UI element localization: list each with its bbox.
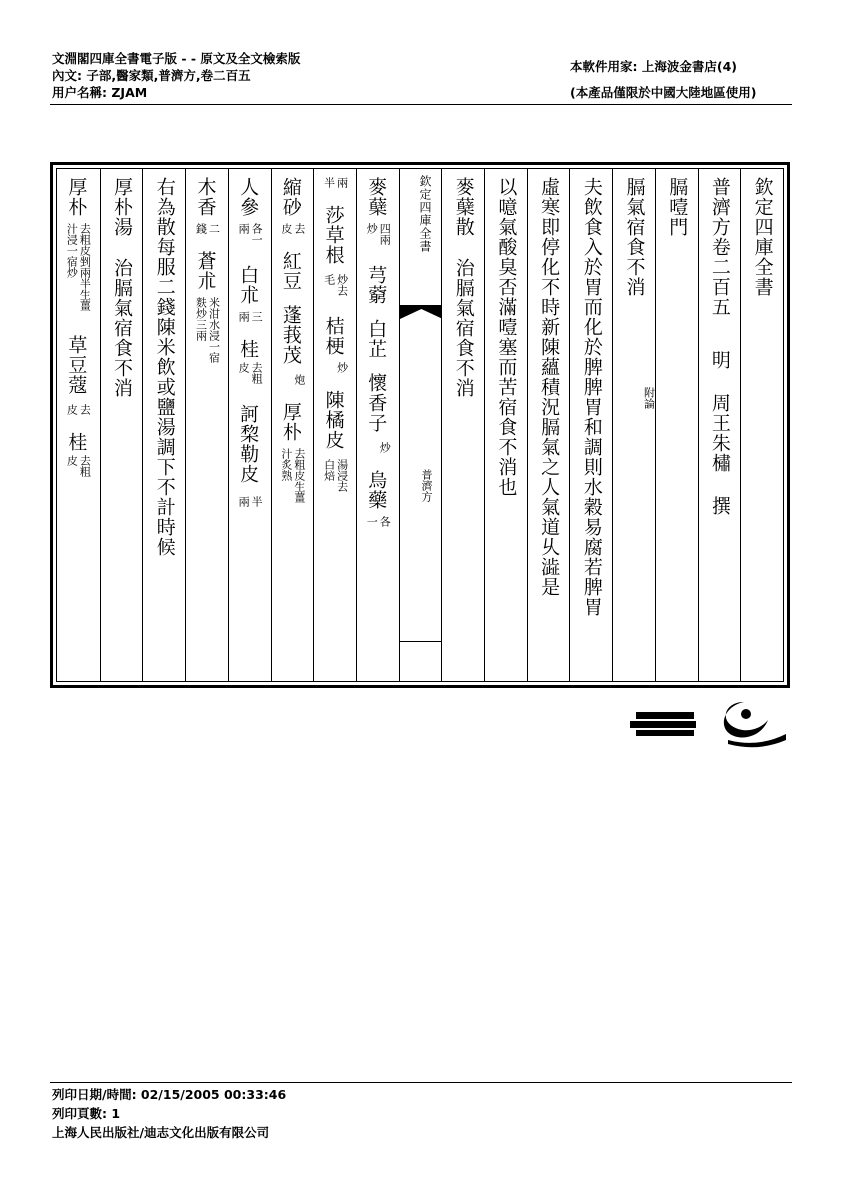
column-text: 膈氣宿食不消	[623, 177, 646, 297]
column-note: 附論	[642, 387, 656, 409]
item-note: 半兩	[237, 496, 264, 507]
publisher-logo	[628, 690, 794, 752]
text-column	[228, 169, 272, 681]
header-region: (本產品僅限於中國大陸地區使用)	[570, 85, 757, 100]
footer-rule	[50, 1082, 792, 1083]
text-column	[57, 169, 100, 681]
column-tail: 治膈氣宿食不消	[452, 258, 475, 398]
header-rule	[50, 104, 792, 105]
item-name: 厚朴	[279, 402, 302, 442]
fish-tail-mark	[400, 305, 443, 325]
column-tail: 明 周王朱橚 撰	[708, 350, 731, 516]
item-note: 炒去毛	[322, 274, 349, 296]
item-name: 厚朴	[65, 177, 88, 217]
text-column	[527, 169, 571, 681]
item-note: 炒	[335, 362, 349, 373]
column-text: 欽定四庫全書	[751, 177, 774, 297]
column-text: 以噫氣酸臭否滿噎塞而苦宿食不消也	[495, 177, 518, 497]
item-note: 四兩炒	[365, 223, 392, 245]
footer-page-count: 列印頁數: 1	[52, 1106, 121, 1121]
column-text: 虛寒即停化不時新陳蘊積況膈氣之人氣道乆澁是	[538, 177, 561, 597]
item-note: 去粗皮剉兩半生薑汁浸一宿炒	[65, 223, 92, 311]
column-text: 厚朴湯	[111, 177, 134, 237]
item-name: 白朮	[237, 265, 260, 305]
text-column	[740, 169, 784, 681]
text-column	[612, 169, 656, 681]
column-text: 右為散每服二錢陳米飲或鹽湯調下不計時候	[153, 177, 176, 557]
text-column	[185, 169, 229, 681]
text-column	[569, 169, 613, 681]
item-note: 去粗皮	[237, 362, 264, 384]
item-note: 二錢	[194, 223, 221, 234]
text-column	[441, 169, 485, 681]
item-note: 去粗皮生薑汁炙熟	[279, 448, 306, 503]
footer-print-time: 列印日期/時間: 02/15/2005 00:33:46	[52, 1087, 287, 1102]
header-licensee: 本軟件用家: 上海波金書店(4)	[570, 59, 737, 74]
column-text: 麥蘖散	[452, 177, 475, 237]
header-right	[570, 54, 756, 106]
item-note: 三兩	[237, 311, 264, 322]
item-name: 芎藭	[365, 265, 388, 305]
item-name: 蒼朮	[194, 251, 217, 291]
item-note: 去皮	[65, 404, 92, 415]
column-text: 膈噎門	[666, 177, 689, 237]
item-name: 木香	[194, 177, 217, 217]
text-column	[698, 169, 742, 681]
header-content: 內文: 子部,醫家類,普濟方,卷二百五	[52, 68, 251, 83]
fold-subtitle: 普濟方	[419, 469, 433, 502]
item-name: 烏藥	[365, 470, 388, 510]
header-title: 文淵閣四庫全書電子版 - - 原文及全文檢索版	[52, 51, 301, 66]
text-column	[356, 169, 400, 681]
item-name: 縮砂	[279, 177, 302, 217]
item-note: 各一兩	[237, 223, 264, 245]
column-text: 普濟方卷二百五	[708, 177, 731, 317]
page-columns	[56, 168, 784, 682]
item-name: 蓬莪茂	[279, 305, 302, 365]
item-note: 各一	[365, 516, 392, 527]
item-name: 陳橘皮	[322, 390, 345, 450]
item-name: 桂	[65, 432, 88, 452]
item-name: 桂	[237, 339, 260, 359]
page-frame	[50, 162, 790, 688]
item-name: 莎草根	[322, 205, 345, 265]
text-column	[484, 169, 528, 681]
item-note: 去粗皮	[65, 455, 92, 477]
item-name: 訶棃勒皮	[237, 404, 260, 484]
item-name: 紅豆	[279, 251, 302, 291]
header-left	[52, 50, 300, 101]
text-column	[100, 169, 144, 681]
fold-title: 欽定四庫全書	[417, 175, 432, 253]
item-name: 草豆蔻	[65, 335, 88, 395]
item-name: 白芷	[365, 319, 388, 359]
item-name: 人參	[237, 177, 260, 217]
item-name: 懷香子	[365, 373, 388, 433]
text-column	[271, 169, 315, 681]
header-user: 用户名稱: ZJAM	[52, 85, 148, 100]
item-name: 麥蘖	[365, 177, 388, 217]
item-note: 炮	[292, 374, 306, 385]
footer-publisher: 上海人民出版社/迪志文化出版有限公司	[52, 1125, 270, 1140]
text-column	[655, 169, 699, 681]
item-note: 米泔水浸一宿麩炒三兩	[194, 297, 221, 363]
column-tail: 治膈氣宿食不消	[111, 258, 134, 398]
text-column	[142, 169, 186, 681]
item-name: 桔梗	[322, 316, 345, 356]
text-column	[399, 169, 443, 681]
item-note: 炒	[378, 442, 392, 453]
column-text: 夫飲食入於胃而化於脾脾胃和調則水穀易腐若脾胃	[580, 177, 603, 617]
text-column	[313, 169, 357, 681]
item-note: 去皮	[279, 223, 306, 234]
item-note: 湯浸去白焙	[322, 459, 349, 492]
item-note: 兩半	[322, 177, 349, 188]
fold-line	[400, 641, 443, 642]
